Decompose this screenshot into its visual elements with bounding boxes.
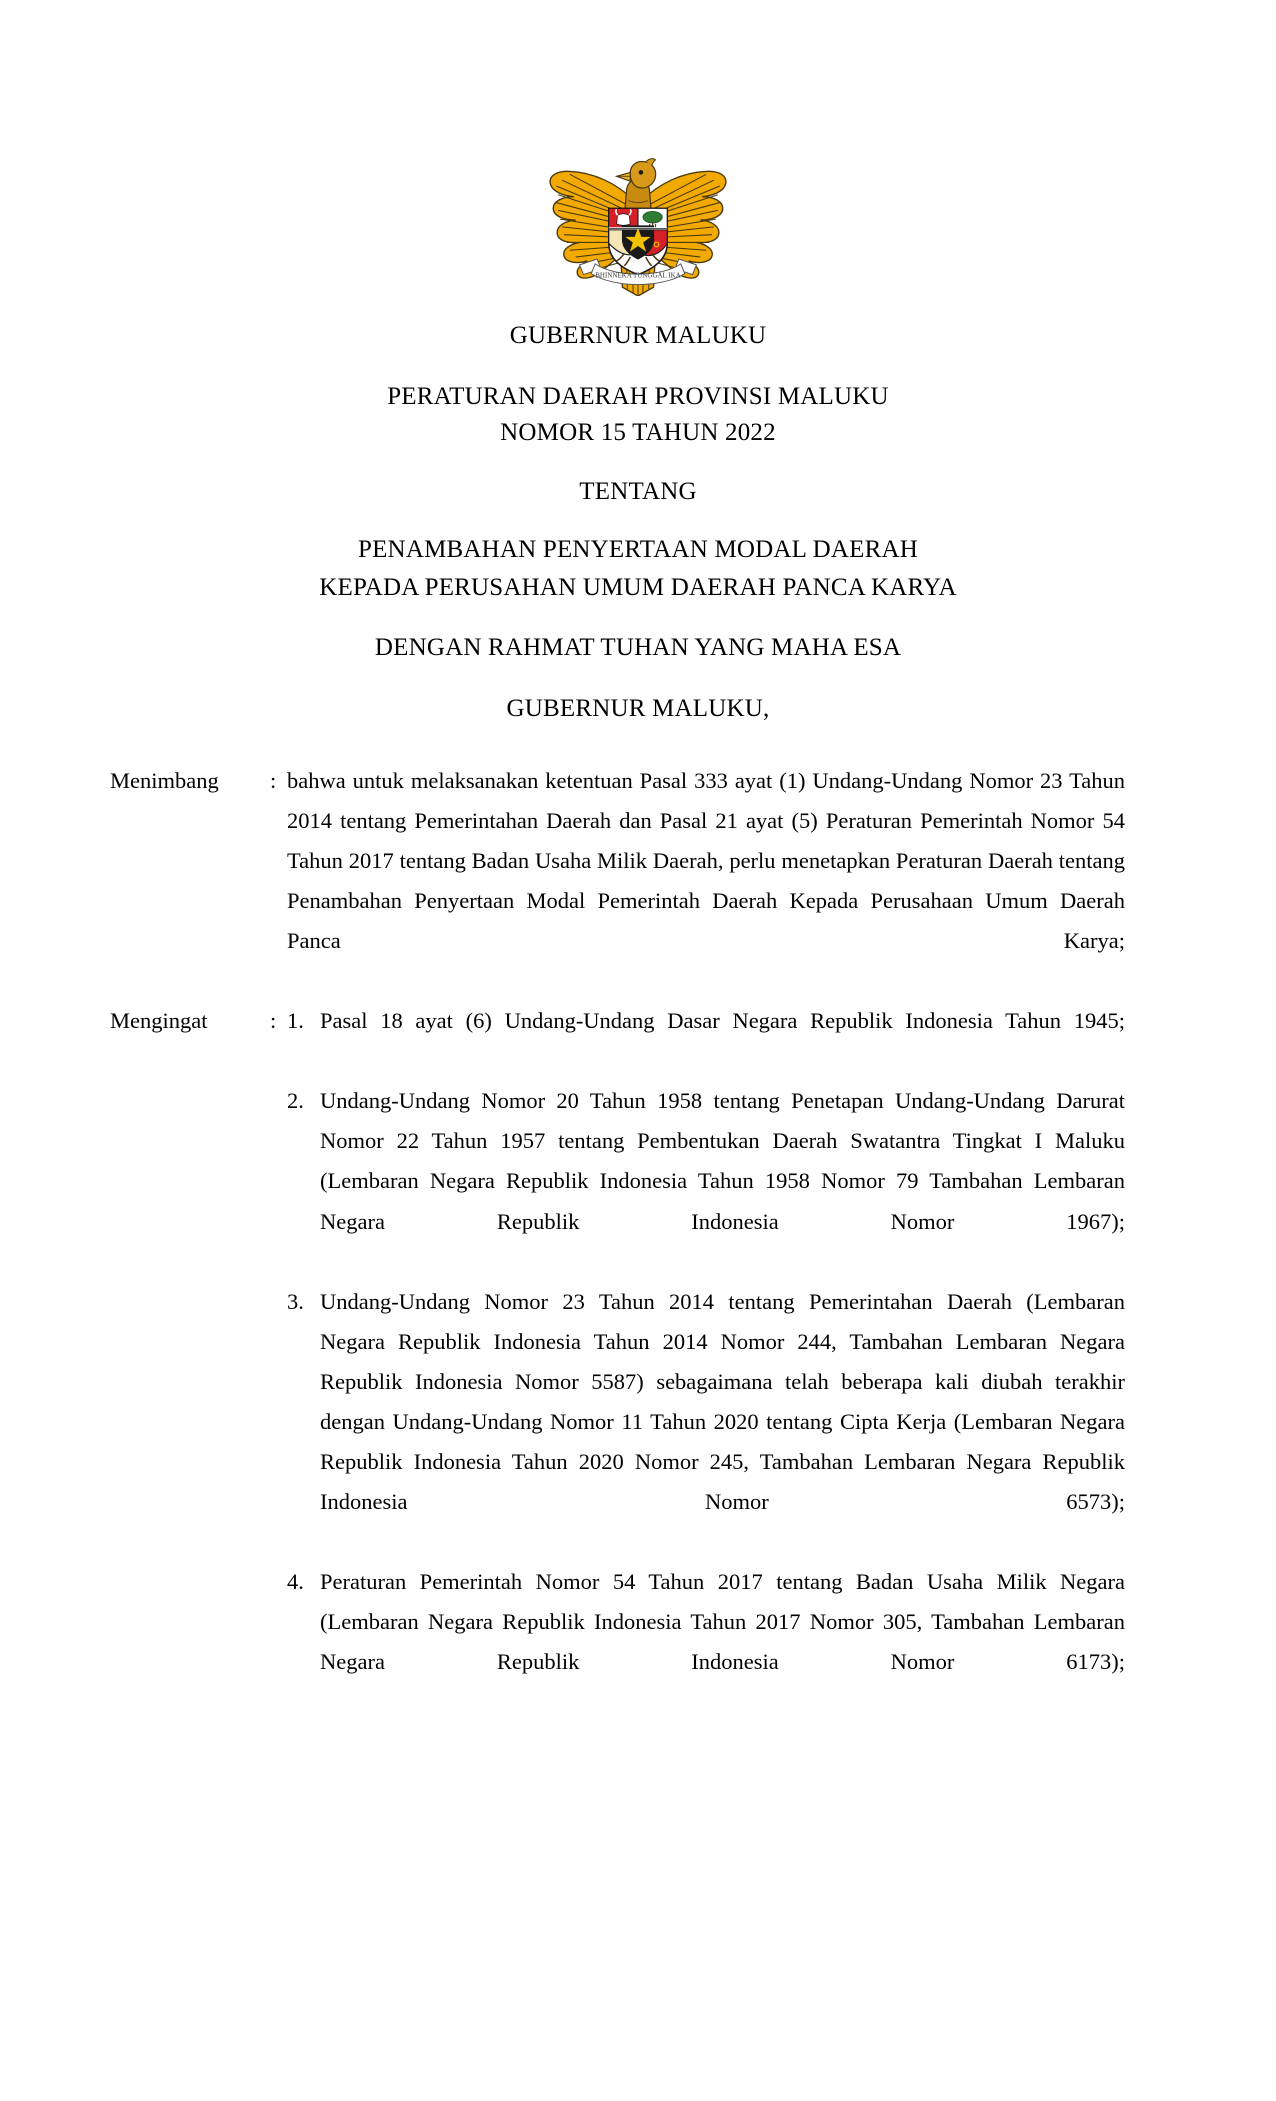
list-item-text: Pasal 18 ayat (6) Undang-Undang Dasar Negara Republik Indonesia Tahun 1945; (320, 1008, 1125, 1034)
list-item-marker: 1. (287, 1008, 304, 1034)
menimbang-colon: : (270, 768, 277, 793)
header-gubernur: GUBERNUR MALUKU (509, 322, 767, 349)
mengingat-row (110, 1001, 1125, 1722)
menimbang-paragraph: bahwa untuk melaksanakan ketentuan Pasal 333 ayat (1) Undang-Undang Nomor 23 Tahun 2014 tentang Pemerintahan Daerah dan Pasal 21 ayat (5) Peraturan Pemerintah Nomor 54 Tahun 2017 tentang Badan Usaha Milik Daerah, perlu menetapkan Peraturan Daerah tentang Penambahan Penyertaan Modal Pemerintah Daerah Kepada Perusahaan Umum Daerah Panca Karya; (287, 768, 1125, 954)
header-tentang: TENTANG (579, 477, 697, 505)
mengingat-content (287, 1001, 1125, 1722)
list-item (287, 1282, 1125, 1562)
header-nomor: NOMOR 15 TAHUN 2022 (500, 419, 776, 446)
spacer (0, 604, 1276, 632)
document-body (0, 761, 1276, 1722)
garuda-pancasila-emblem (540, 150, 736, 296)
mengingat-label: Mengingat (110, 1008, 208, 1034)
list-item (287, 1562, 1125, 1722)
spacer (0, 450, 1276, 476)
list-item-marker: 2. (287, 1088, 304, 1114)
header-subject-line-1: PENAMBAHAN PENYERTAAN MODAL DAERAH (357, 536, 918, 563)
spacer (0, 353, 1276, 381)
header-dengan-rahmat: DENGAN RAHMAT TUHAN YANG MAHA ESA (374, 634, 902, 661)
document-header (0, 320, 1276, 725)
header-gubernur-signoff: GUBERNUR MALUKU, (506, 694, 770, 722)
spacer (0, 508, 1276, 534)
list-item-marker: 3. (287, 1288, 304, 1314)
emblem-motto-text: BHINNEKA TUNGGAL IKA (595, 271, 681, 280)
list-item-text: Peraturan Pemerintah Nomor 54 Tahun 2017 tentang Badan Usaha Milik Negara (Lembaran Negara Republik Indonesia Tahun 2017 Nomor 305, Tambahan Lembaran Negara Republik Indonesia Nomor 6173); (320, 1568, 1125, 1675)
list-item (287, 1001, 1125, 1081)
mengingat-colon: : (270, 1008, 277, 1034)
list-item (287, 1081, 1125, 1281)
emblem-container (0, 0, 1276, 296)
menimbang-label: Menimbang (110, 768, 219, 793)
menimbang-content (287, 761, 1125, 1001)
header-subject-line-2: KEPADA PERUSAHAN UMUM DAERAH PANCA KARYA (319, 573, 957, 601)
mengingat-list (287, 1001, 1125, 1722)
menimbang-row (110, 761, 1125, 1001)
header-peraturan-title: PERATURAN DAERAH PROVINSI MALUKU (387, 382, 889, 410)
list-item-text: Undang-Undang Nomor 23 Tahun 2014 tentang Pemerintahan Daerah (Lembaran Negara Republik Indonesia Tahun 2014 Nomor 244, Tambahan Lembaran Negara Republik Indonesia Nomor 5587) sebagaimana telah beberapa kali diubah terakhir dengan Undang-Undang Nomor 11 Tahun 2020 tentang Cipta Kerja (Lembaran Negara Republik Indonesia Tahun 2020 Nomor 245, Tambahan Lembaran Negara Republik Indonesia Nomor 6573); (320, 1288, 1125, 1514)
list-item-marker: 4. (287, 1568, 304, 1594)
list-item-text: Undang-Undang Nomor 20 Tahun 1958 tentang Penetapan Undang-Undang Darurat Nomor 22 Tahun 1957 tentang Pembentukan Daerah Swatantra Tingkat I Maluku (Lembaran Negara Republik Indonesia Tahun 1958 Nomor 79 Tambahan Lembaran Negara Republik Indonesia Nomor 1967); (320, 1088, 1125, 1234)
spacer (0, 665, 1276, 693)
